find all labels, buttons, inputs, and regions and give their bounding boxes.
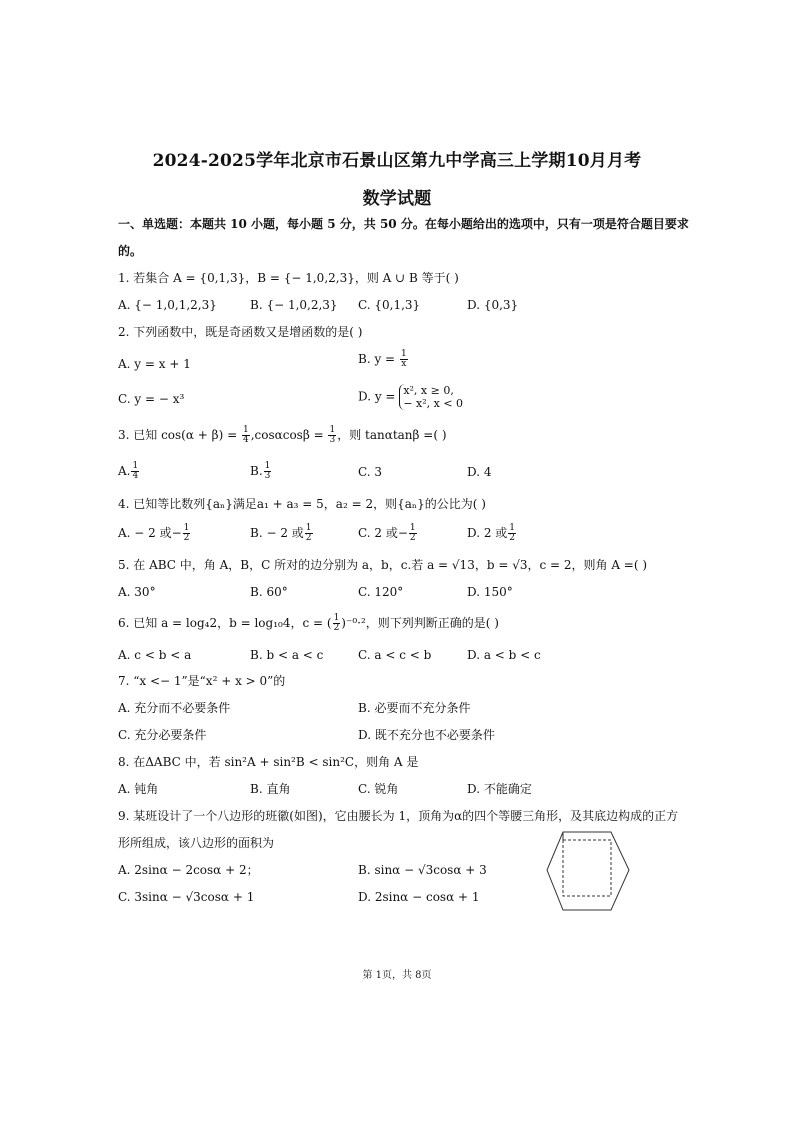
q2-option-b-prefix: B. y = (358, 352, 396, 366)
q6-fraction: $\frac{1}{2}$ (333, 613, 340, 633)
q2-option-a: A. y = x + 1 (118, 357, 191, 371)
q9-option-b: B. sinα − √3cosα + 3 (358, 863, 487, 877)
q2-option-b (358, 350, 409, 369)
q2-option-d-piecewise: x², x ≥ 0, − x², x < 0 (399, 384, 463, 410)
q3-option-b: B. $\frac{1}{3}$ (250, 461, 271, 481)
q8-option-a: A. 钝角 (118, 782, 159, 796)
q8-option-b: B. 直角 (250, 782, 291, 796)
inner-square-dashed (563, 840, 611, 896)
q9-stem-line1: 9. 某班设计了一个八边形的班徽(如图)，它由腰长为 1，顶角为α的四个等腰三角形，及其底边构成的正方 (118, 809, 679, 823)
q7-option-b: B. 必要而不充分条件 (358, 701, 471, 715)
q2-option-d-prefix: D. y = (358, 389, 396, 404)
q1-stem: 1. 若集合 A = {0,1,3}，B = {− 1,0,2,3}，则 A ∪ B 等于( ) (118, 271, 459, 285)
q6-option-b: B. b < a < c (250, 648, 324, 662)
q4-option-b: B. − 2 或 $\frac{1}{2}$ (250, 523, 312, 543)
exam-title: 2024-2025学年北京市石景山区第九中学高三上学期10月月考 (152, 151, 642, 171)
q1-option-d: D. {0,3} (467, 298, 519, 312)
q3-fraction-1: $\frac{1}{4}$ (242, 425, 249, 445)
q3-option-c: C. 3 (358, 465, 383, 479)
section-header-line1: 一、单选题：本题共 10 小题，每小题 5 分，共 50 分。在每小题给出的选项中，只有一项是符合题目要求 (118, 217, 689, 231)
q1-option-a: A. {− 1,0,1,2,3} (118, 298, 217, 312)
q7-option-d: D. 既不充分也不必要条件 (358, 728, 495, 742)
q7-option-c: C. 充分必要条件 (118, 728, 207, 742)
q8-option-d: D. 不能确定 (467, 782, 532, 796)
q6-option-d: D. a < b < c (467, 648, 541, 662)
q9-option-a: A. 2sinα − 2cosα + 2； (118, 863, 259, 877)
q1-option-b: B. {− 1,0,2,3} (250, 298, 338, 312)
q2-option-b-fraction: $\frac{1}{x}$ (400, 349, 407, 369)
q3-option-a: A. $\frac{1}{4}$ (118, 461, 139, 481)
q5-option-a: A. 30° (118, 585, 156, 599)
q4-stem: 4. 已知等比数列{aₙ}满足a₁ + a₃ = 5，a₂ = 2，则{aₙ}的公比为( ) (118, 497, 486, 511)
q1-option-c: C. {0,1,3} (358, 298, 421, 312)
exam-subtitle: 数学试题 (362, 189, 432, 209)
q3-stem: 3. 已知 cos(α + β) = $\frac{1}{4}$ ,cosαcosβ = $\frac{1}{3}$ ，则 tanαtanβ =( ) (118, 425, 447, 445)
q9-option-d: D. 2sinα − cosα + 1 (358, 890, 480, 904)
q4-option-d: D. 2 或 $\frac{1}{2}$ (467, 523, 516, 543)
octagon-badge-figure (544, 826, 632, 918)
q8-stem: 8. 在ΔABC 中，若 sin²A + sin²B < sin²C，则角 A 是 (118, 755, 419, 769)
q4-option-a: A. − 2 或− $\frac{1}{2}$ (118, 523, 190, 543)
q3-option-d: D. 4 (467, 465, 492, 479)
q5-option-d: D. 150° (467, 585, 513, 599)
q4-option-c: C. 2 或− $\frac{1}{2}$ (358, 523, 416, 543)
q2-option-d (358, 384, 463, 410)
q6-stem: 6. 已知 a = log₄2，b = log₁₀4，c = ( $\frac{1}{2}$ )⁻⁰·²，则下列判断正确的是( ) (118, 613, 499, 633)
q5-option-c: C. 120° (358, 585, 404, 599)
q2-stem: 2. 下列函数中，既是奇函数又是增函数的是( ) (118, 325, 363, 339)
section-header-line2: 的。 (118, 244, 143, 258)
q7-stem: 7. “x <− 1”是“x² + x > 0”的 (118, 674, 286, 688)
q9-stem-line2: 形所组成，该八边形的面积为 (118, 836, 275, 850)
octagon-outline (547, 832, 629, 910)
q6-option-a: A. c < b < a (118, 648, 192, 662)
q7-option-a: A. 充分而不必要条件 (118, 701, 231, 715)
q2-option-c: C. y = − x³ (118, 392, 185, 406)
q5-option-b: B. 60° (250, 585, 288, 599)
q5-stem: 5. 在 ABC 中，角 A，B，C 所对的边分别为 a，b，c.若 a = √13，b = √3，c = 2，则角 A =( ) (118, 558, 648, 572)
q8-option-c: C. 锐角 (358, 782, 399, 796)
q9-option-c: C. 3sinα − √3cosα + 1 (118, 890, 255, 904)
page-footer: 第 1页，共 8页 (362, 970, 432, 981)
q3-fraction-2: $\frac{1}{3}$ (329, 425, 336, 445)
q6-option-c: C. a < c < b (358, 648, 432, 662)
